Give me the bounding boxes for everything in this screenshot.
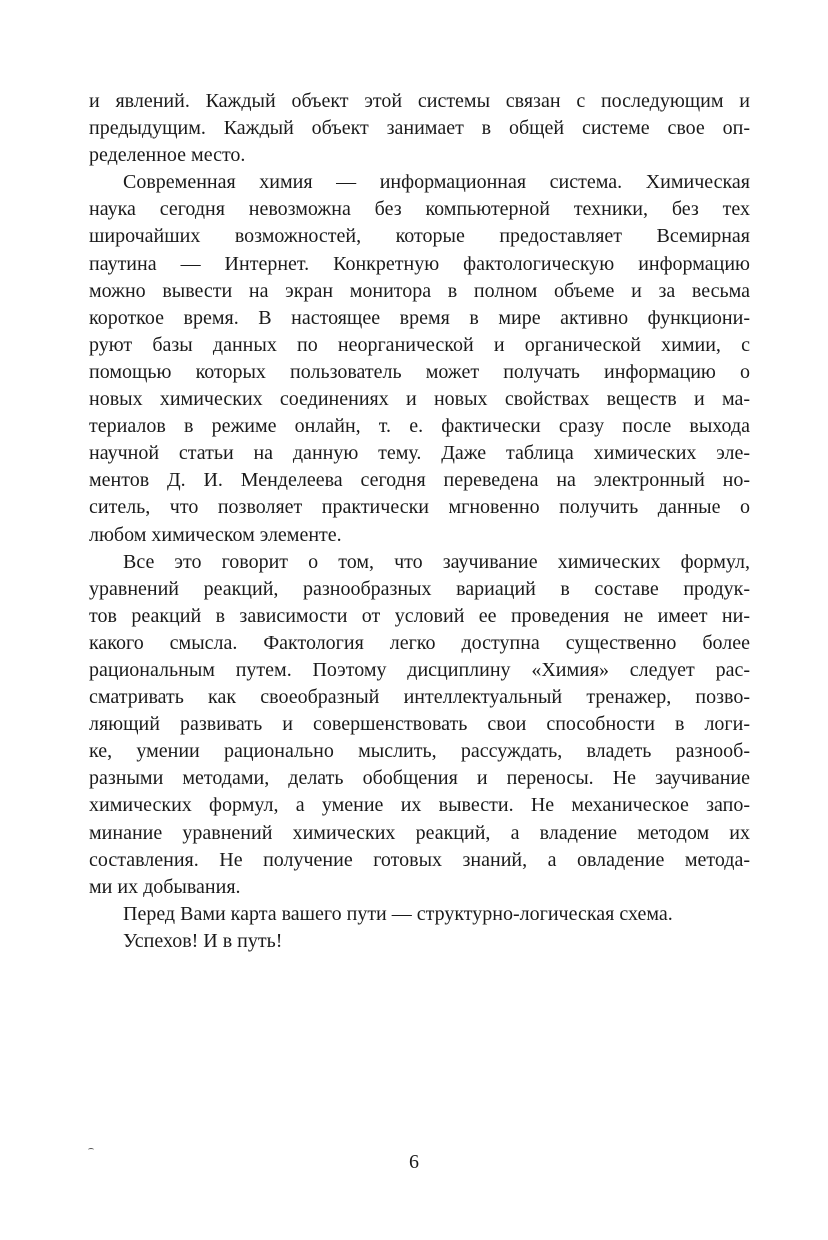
text-line: предыдущим. Каждый объект занимает в общей системе свое оп- — [89, 117, 750, 140]
text-line: ми их добывания. — [89, 875, 241, 898]
text-line: ределенное место. — [89, 144, 246, 167]
text-line: наука сегодня невозможна без компьютерной техники, без тех — [89, 198, 750, 221]
text-line: и явлений. Каждый объект этой системы связан с последующим и — [89, 90, 750, 112]
text-line: короткое время. В настоящее время в мире активно функциони- — [89, 306, 750, 329]
text-line: новых химических соединениях и новых свойствах веществ и ма- — [89, 388, 750, 411]
text-line: составления. Не получение готовых знаний, а овладение метода- — [89, 848, 750, 871]
text-line: любом химическом элементе. — [89, 523, 342, 546]
text-line: минание уравнений химических реакций, а владение методом их — [89, 821, 750, 844]
text-line: помощью которых пользователь может получать информацию о — [89, 360, 750, 383]
paragraph — [89, 928, 750, 955]
paragraph — [89, 549, 750, 901]
text-line: Современная химия — информационная система. Химическая — [123, 171, 750, 194]
text-line: ситель, что позволяет практически мгновенно получить данные о — [89, 496, 750, 519]
text-line: тов реакций в зависимости от условий ее проведения не имеет ни- — [89, 604, 750, 627]
page-number: 6 — [409, 1151, 419, 1173]
text-line: Все это говорит о том, что заучивание химических формул, — [123, 550, 750, 573]
text-line: руют базы данных по неорганической и органической химии, с — [89, 333, 750, 356]
text-line: ментов Д. И. Менделеева сегодня переведена на электронный но- — [89, 469, 750, 492]
text-line: уравнений реакций, разнообразных вариаций в составе продук- — [89, 577, 750, 600]
text-line: можно вывести на экран монитора в полном объеме и за весьма — [89, 279, 750, 302]
text-line: химических формул, а умение их вывести. Не механическое запо- — [89, 794, 750, 817]
text-line: какого смысла. Фактология легко доступна существенно более — [89, 631, 750, 654]
text-line: рациональным путем. Поэтому дисциплину «Химия» следует рас- — [89, 658, 750, 681]
paragraph — [89, 901, 750, 928]
text-line: Успехов! И в путь! — [123, 929, 283, 952]
text-line: ке, умении рационально мыслить, рассуждать, владеть разнооб- — [89, 740, 750, 763]
page-body — [89, 88, 750, 955]
text-line: ляющий развивать и совершенствовать свои способности в логи- — [89, 713, 750, 736]
text-line: научной статьи на данную тему. Даже таблица химических эле- — [89, 442, 750, 465]
text-line: сматривать как своеобразный интеллектуальный тренажер, позво- — [89, 686, 750, 709]
text-line: Перед Вами карта вашего пути — структурно-логическая схема. — [123, 902, 673, 925]
text-line: широчайших возможностей, которые предоставляет Всемирная — [89, 225, 750, 248]
text-line: разными методами, делать обобщения и переносы. Не заучивание — [89, 767, 750, 790]
paragraph — [89, 169, 750, 548]
text-line: териалов в режиме онлайн, т. е. фактически сразу после выхода — [89, 415, 750, 438]
text-line: паутина — Интернет. Конкретную фактологическую информацию — [89, 252, 750, 275]
paragraph — [89, 88, 750, 169]
